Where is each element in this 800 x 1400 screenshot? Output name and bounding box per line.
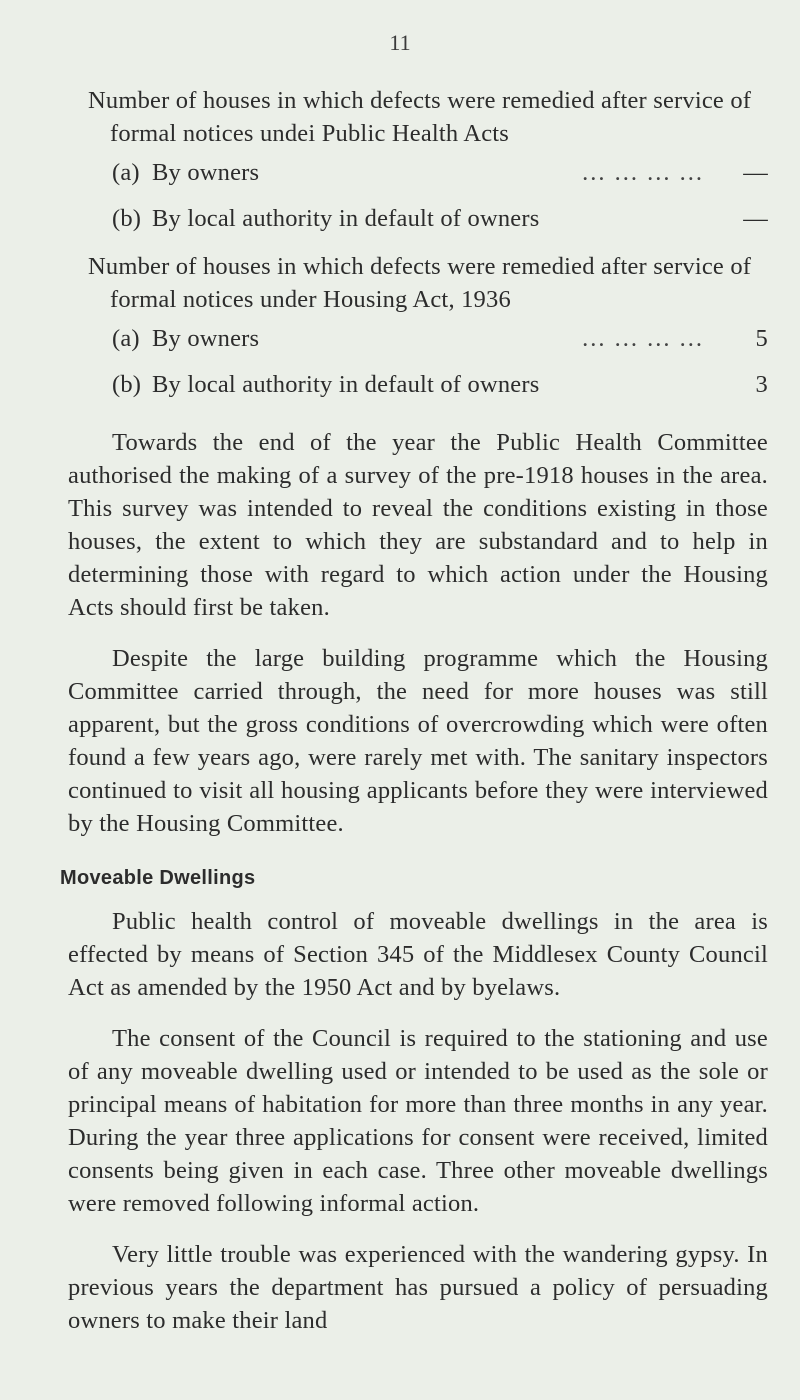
paragraph-gypsy: Very little trouble was experienced with the wandering gypsy. In previous years the department has pursued a policy of persuading owners to make their land [68,1241,768,1334]
public-health-item-b [88,202,768,242]
housing-item-a [88,322,768,362]
housing-act-notices-intro: Number of houses in which defects were remedied after service of formal notices under Housing Act, 1936 [88,253,752,313]
item-marker: (a) [112,159,140,186]
page-content [60,84,768,1337]
item-marker: (b) [112,371,142,398]
item-value: 3 [755,371,768,398]
leader-dots: ... ... ... ... [582,159,704,186]
item-value: — [743,159,768,186]
item-label: By owners [152,325,260,352]
paragraph-council-consent: The consent of the Council is required to the stationing and use of any moveable dwelling used or intended to be used as the sole or principal means of habitation for more than three months in any year. During the year three applications for consent were received, limited consents being given in each case. Three other moveable dwellings were removed following informal action. [68,1025,768,1217]
item-marker: (a) [112,325,140,352]
paragraph-survey: Towards the end of the year the Public Health Committee authorised the making of a survey of the pre-1918 houses in the area. This survey was intended to reveal the conditions existing in those houses, the extent to which they are substandard and to help in determining those with regard to which action under the Housing Acts should first be taken. [68,429,768,621]
item-label: By local authority in default of owners [152,371,540,398]
item-marker: (b) [112,205,142,232]
public-health-notices-intro: Number of houses in which defects were remedied after service of formal notices undei Public Health Acts [88,87,752,147]
paragraph-building-programme: Despite the large building programme which the Housing Committee carried through, the need for more houses was still apparent, but the gross conditions of overcrowding which were often found a few years ago, were rarely met with. The sanitary inspectors continued to visit all housing applicants before they were interviewed by the Housing Committee. [68,645,768,837]
item-label: By owners [152,159,260,186]
paragraph-public-health-control: Public health control of moveable dwellings in the area is effected by means of Section 345 of the Middlesex County Council Act as amended by the 1950 Act and by byelaws. [68,908,768,1001]
item-value: 5 [755,325,768,352]
public-health-item-a [88,156,768,196]
item-label: By local authority in default of owners [152,205,540,232]
page-number: 11 [389,30,411,55]
item-value: — [743,205,768,232]
leader-dots: ... ... ... ... [582,325,704,352]
housing-item-b [88,368,768,408]
section-heading: Moveable Dwellings [60,867,256,889]
